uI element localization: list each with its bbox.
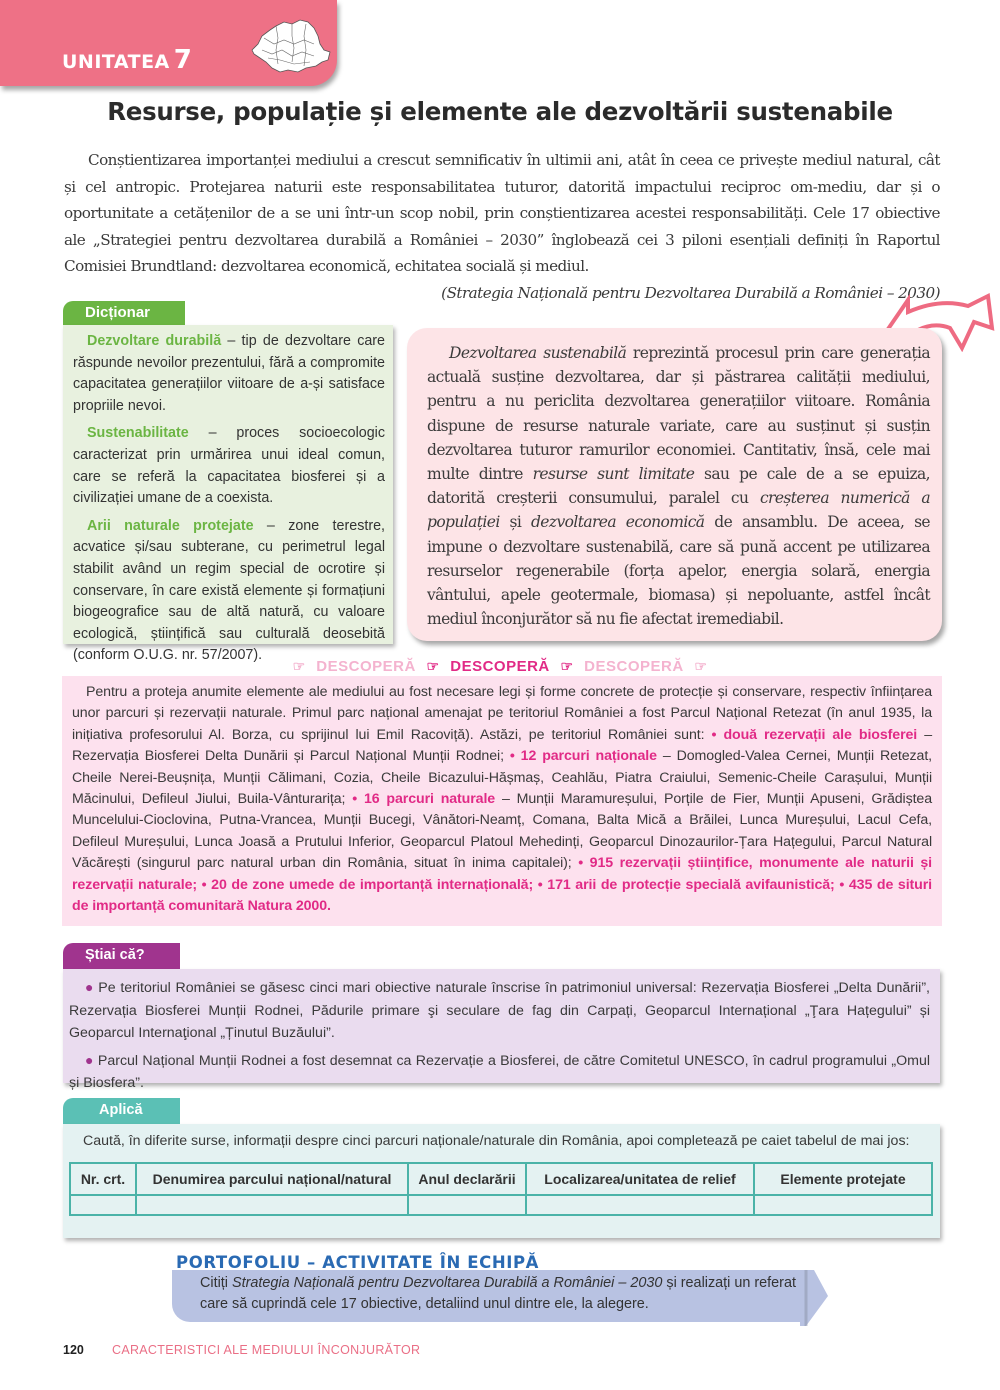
- intro-source: (Strategia Națională pentru Dezvoltarea Durabilă a României – 2030): [441, 283, 940, 302]
- table-header-row: [70, 1163, 932, 1195]
- discover-label-faded: DESCOPERĂ: [316, 658, 416, 675]
- unit-label: [62, 45, 192, 75]
- did-you-know-box: [63, 969, 940, 1091]
- sustainable-paragraph: Dezvoltarea sustenabilă reprezintă procesul prin care generația actuală susține dezvoltarea, dar și păstrarea calității mediului, pentru a nu periclita dezvoltarea generațiilor viitoare. România dispune de resurse naturale variate, care au susținut și susțin dezvoltarea tuturor ramurilor economiei. Cantitativ, însă, cele mai multe dintre resurse sunt limitate sau pe cale de a se epuiza, datorită creșterii consumului, paralel cu creșterea numerică a populației și dezvoltarea economică de ansamblu. De aceea, se impune o dezvoltare sustenabilă, care să pună accent pe utilizarea resurselor regenerabile (forța apelor, energia solară, energia vântului, apele geotermale, biomasa) și nepoluante, astfel încât mediul înconjurător să nu fie afectat iremediabil.: [427, 344, 930, 629]
- source-title: Strategia Națională pentru Dezvoltarea Durabilă a României – 2030: [446, 283, 935, 302]
- discover-banner: [0, 658, 1000, 675]
- unit-number: 7: [173, 45, 193, 75]
- table-header-cell: Elemente protejate: [754, 1163, 932, 1195]
- table-header-cell: Localizarea/unitatea de relief: [526, 1163, 754, 1195]
- portfolio-box: Citiți Strategia Națională pentru Dezvoltarea Durabilă a României – 2030 și realizați un referat care să cuprindă cele 17 obiective, detaliind unul dintre ele, la alegere.: [172, 1270, 806, 1322]
- parks-table: [69, 1162, 933, 1216]
- did-you-know-tab: Știai că?: [63, 943, 180, 970]
- table-row: [70, 1195, 932, 1215]
- chapter-title: CARACTERISTICI ALE MEDIULUI ÎNCONJURĂTOR: [112, 1343, 421, 1357]
- page-title: Resurse, populație și elemente ale dezvoltării sustenabile: [107, 97, 893, 126]
- dictionary-entry: Sustenabilitate – proces socioecologic caracterizat prin urmărirea unui ideal comun, care se referă la capacitatea biosferei și a civilizației umane de a coexista.: [73, 425, 385, 507]
- page-number: 120: [63, 1343, 84, 1357]
- unit-header: [0, 0, 337, 86]
- table-cell: [526, 1195, 754, 1215]
- apply-box: [63, 1124, 940, 1238]
- dictionary-term: Sustenabilitate: [87, 425, 189, 442]
- apply-instruction: Caută, în diferite surse, informații despre cinci parcuri naționale/naturale din România, apoi completează pe caiet tabelul de mai jos:: [83, 1133, 910, 1149]
- dictionary-term: Arii naturale protejate: [87, 517, 254, 534]
- portfolio-title: PORTOFOLIU – ACTIVITATE ÎN ECHIPĂ: [176, 1253, 540, 1272]
- unit-word: UNITATEA: [62, 51, 170, 73]
- pointing-hand-icon: ☞: [694, 658, 708, 674]
- dictionary-entry: Dezvoltare durabilă – tip de dezvoltare care răspunde nevoilor prezentului, fără a compromite capacitatea generațiilor viitoare de a-și satisface propriile nevoi.: [73, 333, 386, 414]
- intro-paragraph: Conștientizarea importanței mediului a crescut semnificativ în ultimii ani, atât în ceea ce privește mediul natural, cât și cel antropic. Protejarea naturii este responsabilitatea tuturor, datorită impactului reciproc om-mediu, dar și o oportunitate a cetățenilor de a se uni într-un scop nobil, prin conștientizarea acestei responsabilități. Cele 17 obiective ale „Strategiei pentru dezvoltarea durabilă a României – 2030” înglobează cei 3 piloni esențiali definiți în Raportul Comisiei Brundtland: dezvoltarea economică, echitatea socială și mediul.: [64, 151, 940, 275]
- discover-box: [62, 676, 942, 926]
- discover-paragraph: Pentru a proteja anumite elemente ale mediului au fost necesare legi și forme concrete de protecție și conservare, respectiv înființarea unor parcuri și rezervații naturale. Primul parc național amenajat pe teritoriul României a fost Parcul Național Retezat (în anul 1935, la inițiativa profesorului Al. Borza, cu sprijinul lui Emil Racoviță). Astăzi, pe teritoriul României sunt: • două rezervații ale biosferei – Rezervația Biosferei Delta Dunării și Parcul Național Munții Rodnei; • 12 parcuri naționale – Domogled-Valea Cernei, Munții Retezat, Cheile Nerei-Beușnița, Munții Călimani, Cozia, Cheile Bicazului-Hășmaș, Ceahlău, Piatra Craiului, Semenic-Cheile Carașului, Munții Măcinului, Defileul Jiului, Buila-Vânturarița; • 16 parcuri naturale – Munții Maramureșului, Porțile de Fier, Munții Apuseni, Grădiștea Muncelului-Cioclovina, Putna-Vrancea, Munții Bucegi, Vânători-Neamț, Comana, Balta Mică a Brăilei, Lunca Mureșului, Lacul Cefa, Defileul Mureșului, Lunca Joasă a Prutului Inferior, Geoparcul Platoul Mehedinți, Geoparcul Dinozaurilor-Țara Hațegului, Parcul Natural Văcărești (singurul parc natural urban din România, situat în inima capitalei); • 915 rezervații științifice, monumente ale naturii și rezervații naturale; • 20 de zone umede de importanță internațională; • 171 arii de protecție specială avifaunistică; • 435 de situri de importanță comunitară Natura 2000.: [72, 684, 933, 915]
- table-cell: [754, 1195, 932, 1215]
- table-cell: [136, 1195, 408, 1215]
- dictionary-term: Dezvoltare durabilă: [87, 333, 222, 349]
- table-header-cell: Anul declarării: [408, 1163, 526, 1195]
- portfolio-strategy-title: Strategia Națională pentru Dezvoltarea Durabilă a României – 2030: [231, 1275, 663, 1291]
- bullet-icon: ●: [85, 1051, 94, 1068]
- page-fold-icon: [800, 1270, 830, 1330]
- bullet-icon: ●: [85, 979, 95, 995]
- romania-map-icon: [244, 14, 334, 78]
- discover-label: DESCOPERĂ: [450, 658, 550, 675]
- dictionary-box: [63, 325, 393, 664]
- intro-text: [64, 147, 940, 306]
- did-you-know-item: ● Parcul Național Munții Rodnei a fost desemnat ca Rezervație a Biosferei, de către Comitetul UNESCO, în cadrul programului „Omul și Biosfera”.: [69, 1051, 930, 1091]
- sustainable-development-box: [407, 328, 942, 641]
- table-header-cell: Denumirea parcului național/natural: [136, 1163, 408, 1195]
- table-cell: [408, 1195, 526, 1215]
- pointing-hand-icon: ☞: [292, 658, 306, 674]
- pointing-hand-icon: ☞: [426, 658, 440, 674]
- discover-label-faded: DESCOPERĂ: [584, 658, 684, 675]
- dictionary-entry: Arii naturale protejate – zone terestre, acvatice și/sau subterane, cu perimetrul legal stabilit având un regim special de ocrotire și conservare, în care există elemente și formațiuni biogeografice sau de altă natură, cu valoare ecologică, științifică sau culturală deosebită (conform O.U.G. nr. 57/2007).: [73, 517, 386, 664]
- apply-tab: Aplică: [63, 1098, 180, 1125]
- did-you-know-item: ● Pe teritoriul României se găsesc cinci mari obiective naturale înscrise în patrimoniul universal: Rezervația Biosferei „Delta Dunării”, Rezervația Biosferei Munții Rodnei, Pădurile primare şi seculare de fag din Carpați, Geoparcul Internațional „Ţara Hațegului” și Geoparcul Internaţional „Ținutul Buzăului”.: [69, 979, 930, 1041]
- pointing-hand-icon: ☞: [560, 658, 574, 674]
- dictionary-tab: Dicționar: [63, 301, 185, 326]
- table-cell: [70, 1195, 136, 1215]
- table-header-cell: Nr. crt.: [70, 1163, 136, 1195]
